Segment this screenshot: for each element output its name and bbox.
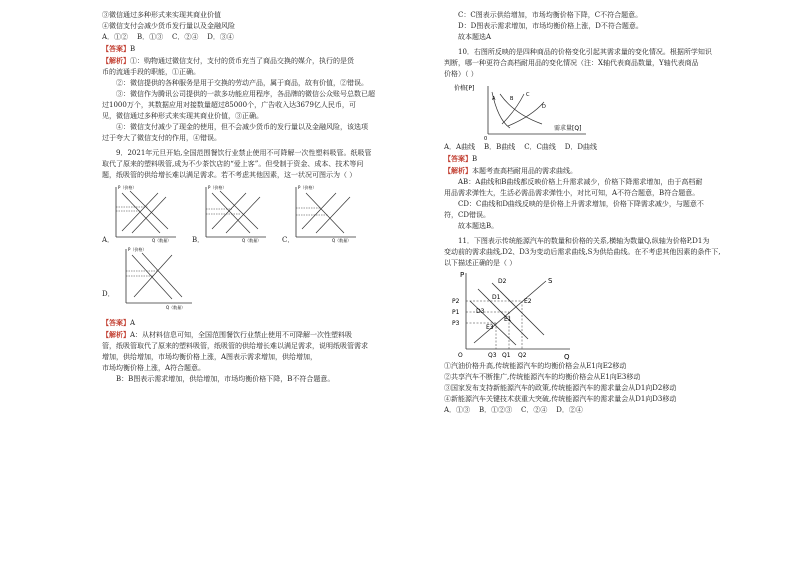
svg-text:Q（数量）: Q（数量）: [152, 238, 172, 243]
svg-text:Q（数量）: Q（数量）: [166, 305, 186, 310]
svg-text:P（价格）: P（价格）: [128, 247, 147, 252]
answer-value: B: [130, 45, 136, 53]
conclusion-q9: 故本题选A: [458, 33, 492, 41]
figure-c: [288, 183, 360, 247]
fig10-p-label: 价格[P]: [454, 85, 475, 92]
statement-3: ③国家发布支持新能源汽车的政策,传统能源汽车的需求量会从D1向D2移动: [444, 384, 677, 392]
svg-text:E3: E3: [486, 324, 494, 331]
figure-row-d: [102, 245, 384, 317]
svg-text:Q2: Q2: [518, 352, 527, 359]
svg-text:E1: E1: [504, 316, 512, 323]
answer-q9: [102, 317, 384, 329]
explanation-q10-1: [444, 165, 744, 177]
svg-text:P1: P1: [452, 309, 460, 316]
explanation-q9-d: D：D图表示需求增加，市场均衡价格上涨，D不符合题意。: [458, 22, 643, 30]
explanation-q9-c: C：C图表示供给增加，市场均衡价格下降，C不符合题意。: [458, 11, 643, 19]
explanation-q8-3c: 见，微信通过多种形式来实现其商业价值，③正确。: [102, 112, 263, 120]
question-9-line1: 9．2021年元旦开始,全国范围餐饮行业禁止使用不可降解一次性塑料吸管。纸吸管: [116, 149, 372, 157]
left-column: [102, 10, 384, 385]
explanation-q10-2: AB：A曲线和B曲线都反映价格上升需求减少，价格下降需求增加，由于高档耐: [458, 178, 703, 186]
question-10-line3: 价格）（ ）: [444, 70, 478, 78]
question-11-line3: 以下描述正确的是（ ）: [444, 259, 517, 267]
question-11-line1: 11．下图表示传统能源汽车的数量和价格的关系,横轴为数量Q,纵轴为价格P,D1为: [458, 237, 710, 245]
explanation-q10-5: 符，CD错误。: [444, 211, 490, 219]
svg-text:O: O: [458, 352, 463, 359]
answer-tag: 【答案】: [444, 154, 472, 163]
explanation-q8-4: ④：微信支付减少了现金的使用，但不会减少货币的发行量以及金融风险，该选项: [116, 123, 368, 131]
svg-text:D3: D3: [476, 308, 485, 315]
svg-text:D2: D2: [498, 278, 507, 285]
explanation-q9-2: 管，纸吸管取代了原来的塑料吸管，纸吸管的供给增长难以满足需求，说明纸吸管需求: [102, 342, 368, 350]
svg-text:Q: Q: [564, 353, 570, 361]
svg-text:D: D: [542, 104, 546, 110]
explanation-q9-3: 增加，供给增加，市场均衡价格上涨，A图表示需求增加，供给增加，: [102, 353, 318, 361]
option-3: ③微信通过多种形式来实现其商业价值: [102, 11, 221, 19]
explanation-q8-4b: 过于夸大了微信支付的作用，④错误。: [102, 134, 221, 142]
choices-q10: A．A曲线 B．B曲线 C．C曲线 D．D曲线: [444, 143, 598, 151]
answer-q10: [444, 153, 744, 165]
explanation-q8-3: ③：微信作为腾讯公司提供的一款多功能应用程序，各品牌的微信公众账号总数已超: [116, 90, 375, 98]
figure-a: [108, 183, 180, 247]
figure-b: [198, 183, 270, 247]
svg-text:Q1: Q1: [502, 352, 511, 359]
figure-b-label: B．: [192, 236, 205, 244]
answer-value: B: [472, 155, 478, 163]
statement-2: ②共享汽车不断推广,传统能源汽车的均衡价格会从E1向E3移动: [444, 373, 641, 381]
svg-text:P（价格）: P（价格）: [298, 185, 317, 190]
option-4: ④微信支付会减少货币发行量以及金融风险: [102, 22, 235, 30]
figure-a-label: A．: [102, 236, 115, 244]
svg-text:E2: E2: [524, 298, 532, 305]
explanation-text: 本题考查高档耐用品的需求曲线。: [472, 167, 577, 175]
explanation-q10-3: 用品需求弹性大，生活必需品需求弹性小，对比可知，A不符合题意，B符合题意。: [444, 189, 700, 197]
explanation-q9-4: 市场均衡价格上涨，A符合题意。: [102, 364, 206, 372]
explanation-q8-2: ②：微信提供的各种服务是用于交换的劳动产品，属于商品，故有价值，②错误。: [116, 79, 368, 87]
question-11-line2: 变动前的需求曲线,D2、D3为变动后需求曲线,S为供给曲线。在不考虑其他因素的条件下,: [444, 248, 721, 256]
figure-q11: [444, 269, 744, 361]
question-9-line3: 题，纸吸管的供给增长难以满足需求。若不考虑其他因素，这一状况可图示为（ ）: [102, 171, 357, 179]
statement-1: ①汽油价格升高,传统能源汽车的均衡价格会从E1向E2移动: [444, 362, 627, 370]
explanation-q8-1: [102, 55, 384, 67]
svg-text:P3: P3: [452, 320, 460, 327]
conclusion-q10: 故本题选B。: [458, 222, 499, 230]
svg-text:P2: P2: [452, 298, 460, 305]
svg-text:0: 0: [484, 136, 488, 142]
answer-tag: 【答案】: [102, 318, 130, 327]
explanation-tag: 【解析】: [102, 330, 130, 339]
answer-tag: 【答案】: [102, 44, 130, 53]
choices-q11: A．①③ B．①②③ C．②④ D．②④: [444, 406, 583, 414]
svg-text:Q3: Q3: [488, 352, 497, 359]
svg-text:C: C: [526, 92, 530, 98]
svg-text:B: B: [510, 96, 514, 102]
fig10-q-label: 需求量[Q]: [554, 125, 582, 132]
explanation-q9-1: [102, 329, 384, 341]
answer-q8: [102, 43, 384, 55]
explanation-text: A：从材料信息可知，全国范围餐饮行业禁止使用不可降解一次性塑料吸: [130, 331, 353, 339]
answer-value: A: [130, 319, 136, 327]
question-10-line2: 判断，哪一种更符合高档耐用品的变化情况（注：X轴代表商品数量，Y轴代表商品: [444, 59, 699, 67]
explanation-text: ①：购物通过微信支付，支付的货币充当了商品交换的媒介，执行的是货: [130, 57, 354, 65]
choices-q8: A．①② B．①③ C．②④ D．③④: [102, 33, 234, 41]
explanation-q8-1b: 币的流通手段的职能，①正确。: [102, 68, 200, 76]
figure-c-label: C．: [282, 236, 295, 244]
explanation-tag: 【解析】: [102, 56, 130, 65]
svg-text:P: P: [460, 271, 465, 279]
explanation-tag: 【解析】: [444, 166, 472, 175]
svg-text:S: S: [548, 277, 553, 285]
question-10-line1: 10．右图所反映的是四种商品的价格变化引起其需求量的变化情况。根据所学知识: [458, 48, 712, 56]
figure-d-label: D．: [102, 290, 115, 298]
question-9-line2: 取代了原来的塑料吸管,成为不少茶饮店的“爱上客”。但受制于资金、成本、技术等问: [102, 160, 364, 168]
figure-q10: [444, 80, 744, 142]
svg-text:P（价格）: P（价格）: [118, 185, 137, 190]
explanation-q10-4: CD：C曲线和D曲线反映的是价格上升需求增加，价格下降需求减少，与题意不: [458, 200, 704, 208]
svg-text:A: A: [492, 96, 496, 102]
right-column: [444, 10, 744, 416]
svg-text:Q（数量）: Q（数量）: [332, 238, 352, 243]
explanation-q8-3b: 过1000万个，其数据应用对接数量超过85000个，广告收入达3679亿人民币，可: [102, 101, 356, 109]
svg-text:Q（数量）: Q（数量）: [242, 238, 262, 243]
statement-4: ④新能源汽车关键技术获重大突破,传统能源汽车的需求量会从D1向D3移动: [444, 395, 677, 403]
svg-text:D1: D1: [492, 294, 501, 301]
figure-d: [118, 245, 198, 315]
explanation-q9-5: B：B图表示需求增加，供给增加，市场均衡价格下降，B不符合题意。: [116, 375, 335, 383]
svg-text:P（价格）: P（价格）: [208, 185, 227, 190]
figure-row-abc: [102, 181, 384, 245]
